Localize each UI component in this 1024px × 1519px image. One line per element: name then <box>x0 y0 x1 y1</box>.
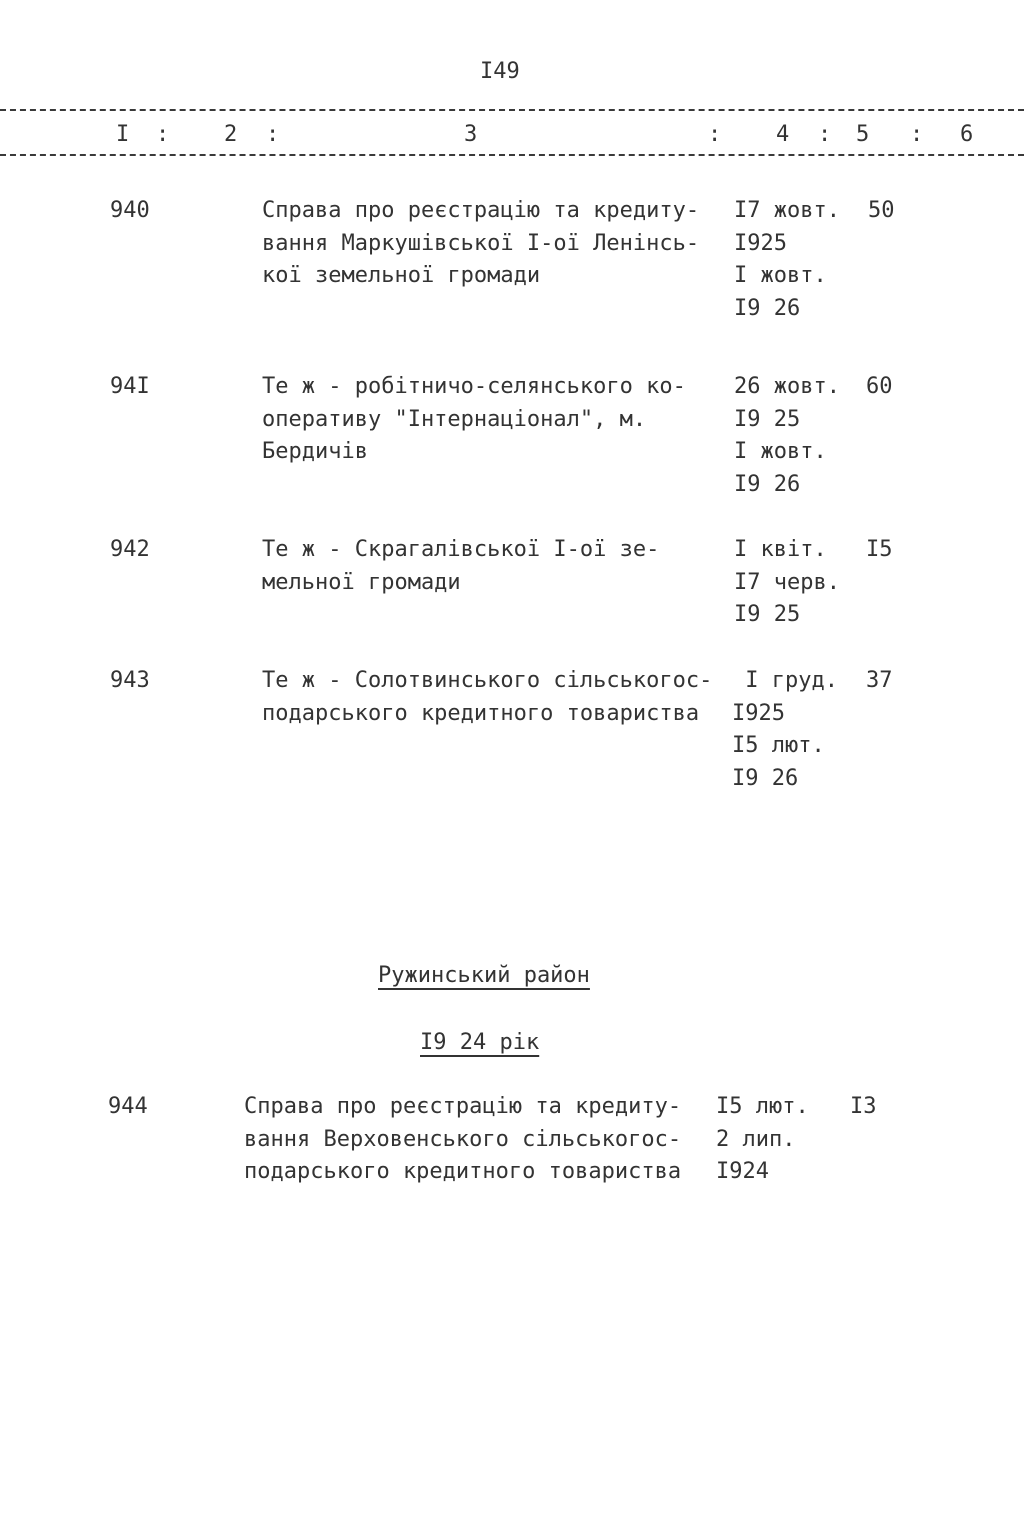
column-separator: : <box>910 122 924 147</box>
record-description: Те ж - Скрагалівської І-ої зе- мельної громади <box>262 537 660 595</box>
record-number: 943 <box>110 668 150 693</box>
record-sheet-count: 50 <box>868 198 895 223</box>
record-description: Те ж - Солотвинського сільськогос- подарського кредитного товариства <box>262 668 713 726</box>
record-sheet-count: I5 <box>866 537 893 562</box>
column-header-3: 3 <box>464 122 478 147</box>
record-dates: I груд. I925 I5 лют. I9 26 <box>732 668 838 791</box>
year-heading: I9 24 рік <box>420 1030 540 1055</box>
column-header-4: 4 <box>776 122 790 147</box>
record-number: 944 <box>108 1094 148 1119</box>
record-number: 94I <box>110 374 150 399</box>
record-dates: I7 жовт. I925 I жовт. I9 26 <box>734 198 840 321</box>
column-separator: : <box>708 122 722 147</box>
record-sheet-count: 37 <box>866 668 893 693</box>
column-header-5: 5 <box>856 122 870 147</box>
record-description: Те ж - робітничо-селянського ко- оперативу "Інтернаціонал", м. Бердичів <box>262 374 686 464</box>
column-header-2: 2 <box>224 122 238 147</box>
page-number: I49 <box>480 59 520 84</box>
column-header-1: I <box>116 122 130 147</box>
column-separator: : <box>156 122 170 147</box>
column-separator: : <box>818 122 832 147</box>
column-separator: : <box>266 122 280 147</box>
district-heading: Ружинський район <box>378 963 590 988</box>
record-dates: I5 лют. 2 лип. I924 <box>716 1094 809 1184</box>
record-number: 940 <box>110 198 150 223</box>
record-number: 942 <box>110 537 150 562</box>
record-description: Справа про реєстрацію та кредиту- вання Маркушівської І-ої Ленінсь- кої земельної громади <box>262 198 700 288</box>
record-description: Справа про реєстрацію та кредиту- вання Верховенського сільськогос- подарського кредитного товариства <box>244 1094 682 1184</box>
record-dates: 26 жовт. I9 25 I жовт. I9 26 <box>734 374 840 497</box>
record-sheet-count: 60 <box>866 374 893 399</box>
record-dates: I квіт. I7 черв. I9 25 <box>734 537 840 627</box>
column-header-6: 6 <box>960 122 974 147</box>
record-sheet-count: I3 <box>850 1094 877 1119</box>
header-rule-bottom <box>0 154 1024 156</box>
header-rule-top <box>0 109 1024 111</box>
